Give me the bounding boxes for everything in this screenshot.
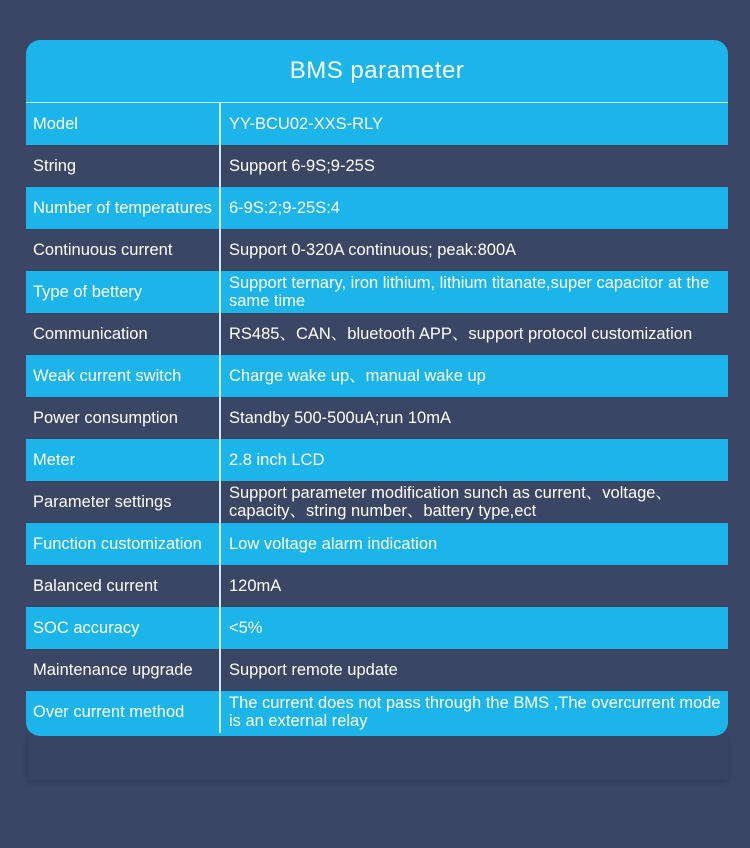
row-value: 6-9S:2;9-25S:4 xyxy=(229,199,340,217)
row-value: Low voltage alarm indication xyxy=(229,535,438,553)
row-label: Number of temperatures xyxy=(26,187,221,229)
table-row-balanced-current xyxy=(26,565,728,607)
row-label: Parameter settings xyxy=(26,481,221,523)
row-value: Support remote update xyxy=(229,661,398,679)
row-label: Balanced current xyxy=(26,565,221,607)
row-value: Support 6-9S;9-25S xyxy=(229,157,375,175)
row-label: Continuous current xyxy=(26,229,221,271)
table-row-model xyxy=(26,103,728,145)
table-row-power-consumption xyxy=(26,397,728,439)
row-label: SOC accuracy xyxy=(26,607,221,649)
table-row-parameter-settings xyxy=(26,481,728,523)
table-row-communication xyxy=(26,313,728,355)
parameter-card xyxy=(26,40,728,736)
table-row-meter xyxy=(26,439,728,481)
row-label: Type of bettery xyxy=(26,271,221,313)
table-row-soc-accuracy xyxy=(26,607,728,649)
row-value: Support 0-320A continuous; peak:800A xyxy=(229,241,517,259)
row-label: Over current method xyxy=(26,691,221,733)
row-value: 120mA xyxy=(229,577,282,595)
row-value: Support ternary, iron lithium, lithium titanate,super capacitor at the same time xyxy=(229,274,710,310)
table-row-over-current-method xyxy=(26,691,728,733)
row-label: Maintenance upgrade xyxy=(26,649,221,691)
row-label: Weak current switch xyxy=(26,355,221,397)
row-value: Support parameter modification sunch as current、voltage、capacity、string number、battery type,ect xyxy=(229,484,672,520)
row-label: Power consumption xyxy=(26,397,221,439)
table-row-string xyxy=(26,145,728,187)
table-row-continuous-current xyxy=(26,229,728,271)
row-value: RS485、CAN、bluetooth APP、support protocol customization xyxy=(229,325,693,343)
row-value: Charge wake up、manual wake up xyxy=(229,367,486,385)
table-row-weak-current-switch xyxy=(26,355,728,397)
row-value: <5% xyxy=(229,619,263,637)
row-label: Communication xyxy=(26,313,221,355)
row-value: The current does not pass through the BMS ,The overcurrent mode is an external relay xyxy=(229,694,721,730)
row-value: 2.8 inch LCD xyxy=(229,451,325,469)
table-row-battery-type xyxy=(26,271,728,313)
table-row-function-customization xyxy=(26,523,728,565)
row-label: Model xyxy=(26,103,221,145)
table-row-maintenance-upgrade xyxy=(26,649,728,691)
row-value: Standby 500-500uA;run 10mA xyxy=(229,409,451,427)
page-title: BMS parameter xyxy=(26,40,728,103)
row-label: String xyxy=(26,145,221,187)
row-label: Meter xyxy=(26,439,221,481)
row-label: Function customization xyxy=(26,523,221,565)
table-row-temperatures xyxy=(26,187,728,229)
parameter-table xyxy=(26,103,728,733)
row-value: YY-BCU02-XXS-RLY xyxy=(229,115,384,133)
card-shadow xyxy=(28,735,728,780)
